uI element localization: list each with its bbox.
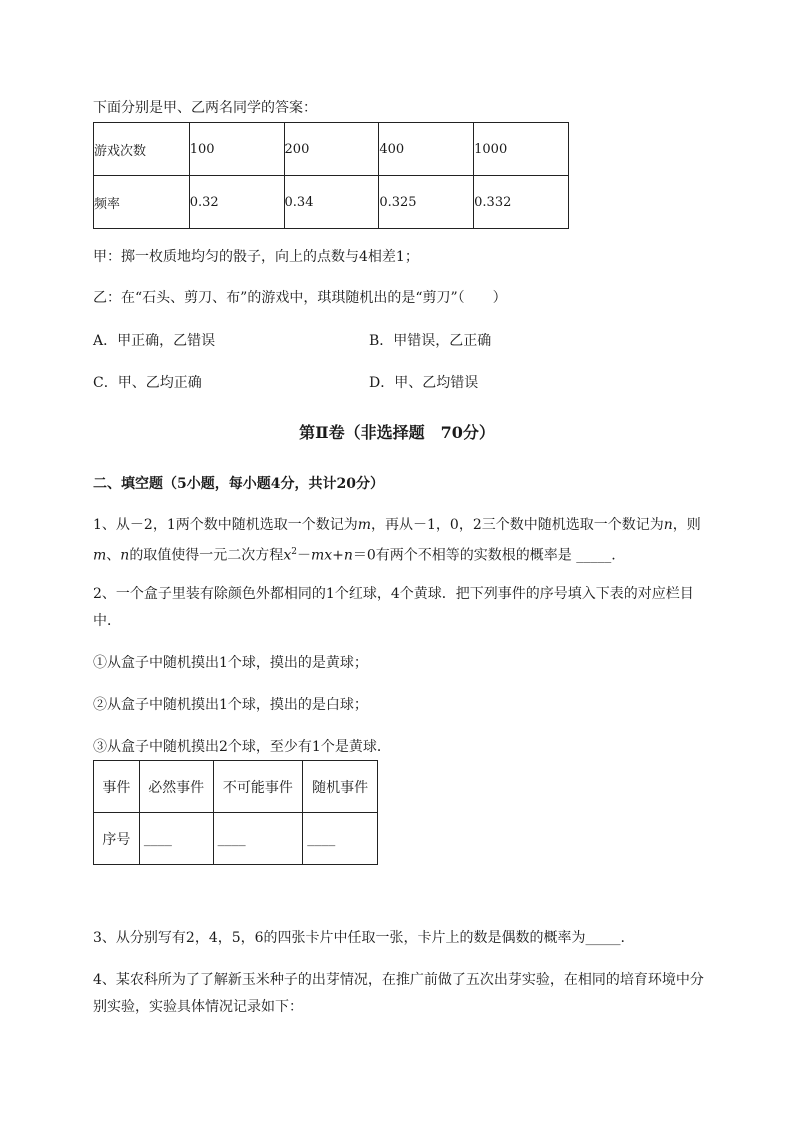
text-span: 1、从－2，1两个数中随机选取一个数记为 [93,517,358,533]
text-span: ，则 [672,517,701,533]
statement-jia: 甲：掷一枚质地均匀的骰子，向上的点数与4相差1； [93,249,419,265]
text-span: － [296,547,311,564]
option-a: A．甲正确，乙错误 [93,333,216,349]
variable-n: n [663,517,673,533]
variable-m: m [93,547,107,564]
variable-n: n [343,547,353,564]
event-2: ②从盒子中随机摸出1个球，摸出的是白球； [93,697,368,713]
table-cell: 频率 [94,176,190,229]
table-cell: 400 [379,123,474,176]
table-cell: 0.32 [189,176,284,229]
answer-blank: ____ [213,813,303,865]
question-1-line-2 [93,543,616,565]
exponent: 2 [291,547,297,557]
term-mx: mx [310,547,333,564]
text-span: + [332,547,344,564]
text-span: 的取值使得一元二次方程 [129,547,284,564]
table-cell: 序号 [94,813,140,865]
variable-m: m [357,517,372,533]
statement-yi: 乙：在“石头、剪刀、布”的游戏中，琪琪随机出的是“剪刀”（ ） [93,290,507,306]
option-b: B．甲错误，乙正确 [369,333,492,349]
option-c: C．甲、乙均正确 [93,375,202,391]
table-cell: 0.34 [284,176,379,229]
question-3: 3、从分别写有2，4，5，6的四张卡片中任取一张，卡片上的数是偶数的概率为_____. [93,930,625,946]
text-span: 、 [106,547,121,564]
table-cell: 0.325 [379,176,474,229]
table-row [94,813,378,865]
text-span: ，再从－1，0，2三个数中随机选取一个数记为 [371,517,664,533]
question-2-line-2: 中． [93,613,121,629]
table-cell: 游戏次数 [94,123,190,176]
question-4-line-1: 4、某农科所为了了解新玉米种子的出芽情况，在推广前做了五次出芽实验，在相同的培育环境中分 [93,972,704,988]
text-span: ＝0有两个不相等的实数根的概率是 _____. [352,547,616,564]
table-cell: 1000 [474,123,569,176]
table-row [94,176,569,229]
variable-n: n [120,547,130,564]
variable-x: x [283,547,292,564]
option-d: D．甲、乙均错误 [369,375,479,391]
question-4-line-2: 别实验，实验具体情况记录如下： [93,999,303,1015]
table-row [94,123,569,176]
answer-blank: ____ [303,813,378,865]
section-title: 第Ⅱ卷（非选择题 70分） [299,423,495,442]
event-3: ③从盒子中随机摸出2个球，至少有1个是黄球． [93,739,391,755]
table-header: 必然事件 [139,761,213,813]
table-cell: 0.332 [474,176,569,229]
table-header: 随机事件 [303,761,378,813]
event-1: ①从盒子中随机摸出1个球，摸出的是黄球； [93,655,368,671]
question-2-line-1: 2、一个盒子里装有除颜色外都相同的1个红球，4个黄球．把下列事件的序号填入下表的对应栏目 [93,586,694,602]
question-1-line-1 [93,516,701,534]
event-table [93,760,378,865]
table-cell: 200 [284,123,379,176]
part-title: 二、填空题（5小题，每小题4分，共计20分） [93,476,384,492]
table-header: 事件 [94,761,140,813]
table-row [94,761,378,813]
frequency-table [93,122,569,229]
intro-text: 下面分别是甲、乙两名同学的答案： [93,100,317,116]
answer-blank: ____ [139,813,213,865]
table-cell: 100 [189,123,284,176]
table-header: 不可能事件 [213,761,303,813]
